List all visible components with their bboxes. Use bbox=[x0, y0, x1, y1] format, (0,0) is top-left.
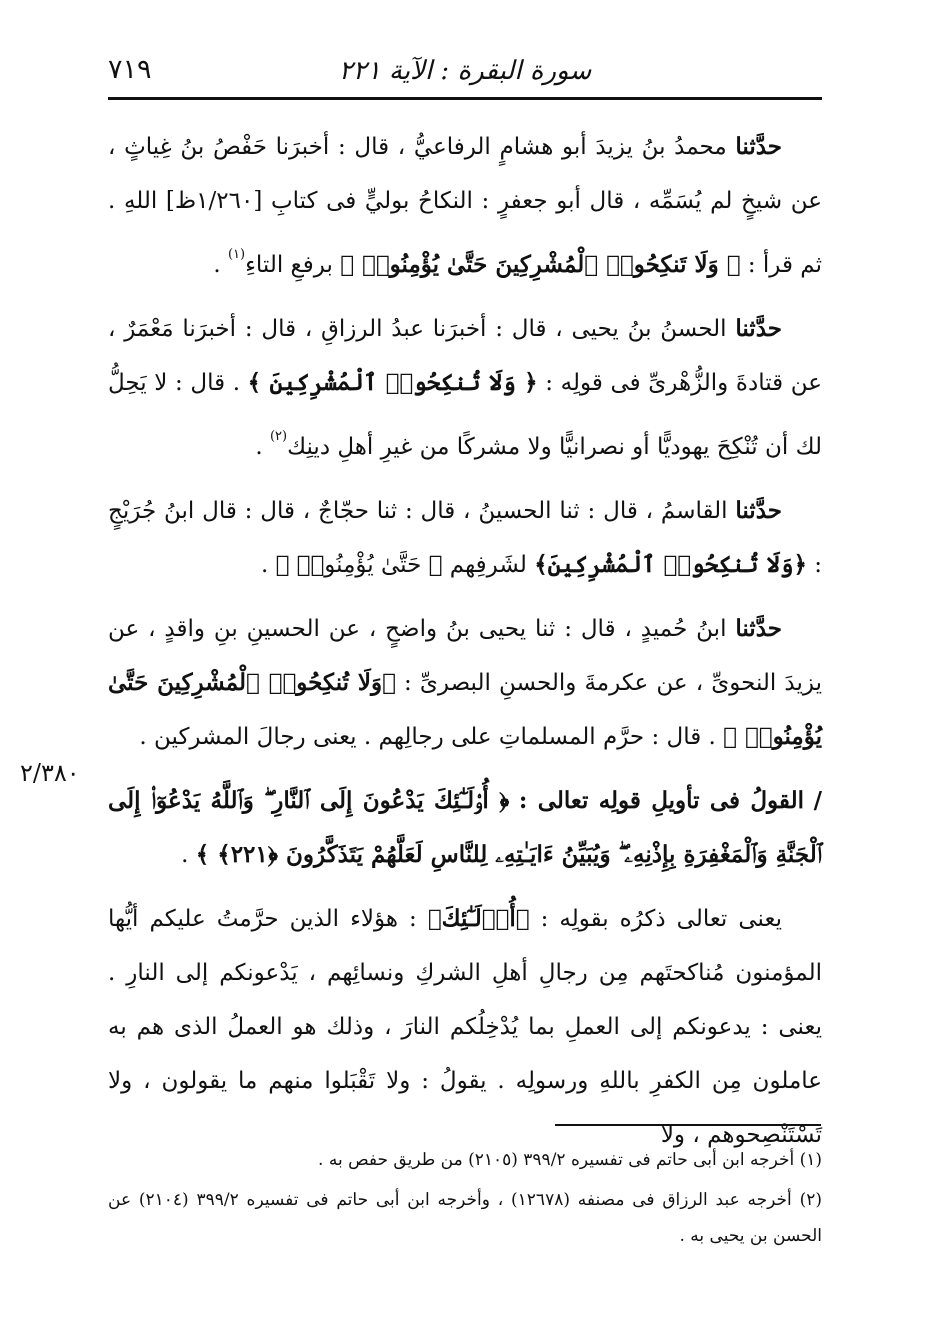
quran-verse: ﴿ أُو۟لَـٰٓئِكَ يَدْعُونَ إِلَى ٱلنَّارِ ۖ وَٱللَّهُ يَدْعُوٓا۟ إِلَى ٱلْجَنَّةِ وَٱلْمَغْفِرَةِ بِإِذْنِهِۦ ۖ وَيُبَيِّنُ ءَايَـٰتِهِۦ لِلنَّاسِ لَعَلَّهُمْ يَتَذَكَّرُونَ ﴿٢٢١﴾ ﴾ bbox=[108, 787, 822, 868]
quran-quote: ﴿أُو۟لَـٰٓئِكَ﴾ bbox=[427, 905, 530, 932]
quran-quote: ﴿ وَلَا تَنكِحُوا۟ ٱلْمُشْرِكِينَ حَتَّىٰ يُؤْمِنُوا۟ ﴾ bbox=[340, 251, 741, 278]
hadith-paragraph bbox=[108, 484, 822, 592]
verse-heading bbox=[108, 774, 822, 882]
running-title: سورة البقرة : الآية ٢٢١ bbox=[338, 56, 592, 86]
heading-label: القولُ فى تأويلِ قولِه تعالى : bbox=[518, 787, 804, 814]
footnote-marker: (١) bbox=[227, 247, 246, 262]
paragraph-tail: . قال : حرَّم المسلماتِ على رجالِهم . يعنى رجالَ المشركين bbox=[154, 724, 716, 750]
commentary-intro: يعنى تعالى ذكرُه بقولِه : bbox=[540, 906, 782, 932]
narration-lead: حدَّثنا bbox=[735, 133, 783, 160]
heading-mark: / bbox=[813, 787, 822, 814]
footnote: (١) أخرجه ابن أبى حاتم فى تفسيره ٣٩٩/٢ (٢١٠٥) من طريق حفص به . bbox=[318, 1150, 822, 1170]
hadith-paragraph bbox=[108, 120, 822, 292]
footnote-rule bbox=[555, 1124, 821, 1126]
paragraph-end: . bbox=[260, 552, 276, 578]
quran-quote: ﴿وَلَا تُنكِحُوا۟ ٱلْمُشْرِكِينَ حَتَّىٰ يُؤْمِنُوا۟ ﴾ bbox=[108, 669, 822, 750]
narration-lead: حدَّثنا bbox=[735, 315, 782, 342]
margin-reference: ٢/٣٨٠ bbox=[20, 759, 80, 787]
commentary-body: : هؤلاء الذين حرَّمتُ عليكم أيُّها المؤمنون مُناكحتَهم مِن رجالِ أهلِ الشركِ ونسائِهم ، يَدْعونكم إلى النارِ . يعنى : يدعونكم إلى العملِ بما يُدْخِلُكم النارَ ، وذلك هو العملُ الذى هم به عاملون مِن الكفرِ باللهِ ورسولِه . يقولُ : ولا تَقْبَلوا منهم ما يقولون ، ولا تَسْتَنْصِحوهم ، ولا bbox=[108, 906, 822, 1148]
paragraph-text: محمدُ بنُ يزيدَ أبو هشامٍ الرفاعيُّ ، قال : أخبرَنا حَفْصُ بنُ غِياثٍ ، عن شيخٍ لم يُسَمِّه ، قال أبو جعفرٍ : النكاحُ بوليٍّ فى كتابِ [١/٢٦٠ظ] اللهِ . ثم قرأ : bbox=[108, 134, 822, 278]
hadith-paragraph bbox=[108, 602, 822, 764]
hadith-paragraph bbox=[108, 302, 822, 474]
narration-lead: حدَّثنا bbox=[735, 497, 782, 524]
paragraph-end: . bbox=[213, 252, 228, 278]
page-number: ٧١٩ bbox=[108, 54, 152, 85]
quran-quote: ﴿وَلَا تُنكِحُوا۟ ٱلْمُشْرِكِينَ﴾ bbox=[534, 551, 807, 578]
header-rule bbox=[108, 97, 822, 100]
paragraph-text: ابنُ حُميدٍ ، قال : ثنا يحيى بنُ واضحٍ ، عن الحسينِ بنِ واقدٍ ، عن يزيدَ النحوىِّ ، عن عكرمةَ والحسنِ البصرىِّ : bbox=[108, 616, 823, 696]
paragraph-text: القاسمُ ، قال : ثنا الحسينُ ، قال : ثنا حجّاجٌ ، قال : قال ابنُ جُرَيْجٍ : bbox=[108, 498, 822, 578]
footnote-marker: (٢) bbox=[269, 429, 288, 444]
narration-lead: حدَّثنا bbox=[735, 615, 782, 642]
paragraph-tail: برفعِ التاءِ bbox=[245, 252, 333, 278]
heading-end: . bbox=[181, 842, 196, 868]
paragraph-end: . bbox=[255, 434, 270, 460]
page-header bbox=[108, 50, 822, 94]
paragraph-end: . bbox=[139, 724, 154, 750]
paragraph-tail: . قال : لا يَحِلُّ لك أن تُنْكِحَ يهوديًّا أو نصرانيًّا ولا مشركًا من غيرِ أهلِ دينِك bbox=[108, 370, 822, 460]
main-text bbox=[108, 120, 822, 1172]
commentary-paragraph bbox=[108, 892, 822, 1162]
footnotes bbox=[108, 1142, 822, 1258]
paragraph-text: الحسنُ بنُ يحيى ، قال : أخبرَنا عبدُ الرزاقِ ، قال : أخبرَنا مَعْمَرٌ ، عن قتادةَ والزُّهْرىِّ فى قولِه : bbox=[108, 316, 822, 396]
quran-quote: ﴿ وَلَا تُنكِحُوا۟ ٱلْمُشْرِكِينَ ﴾ bbox=[247, 369, 538, 396]
paragraph-tail: لشَرفِهم ﴿ حَتَّىٰ يُؤْمِنُوا۟ ﴾ bbox=[275, 552, 527, 578]
footnote: (٢) أخرجه عبد الرزاق فى مصنفه (١٢٦٧٨) ، وأخرجه ابن أبى حاتم فى تفسيره ٣٩٩/٢ (٢١٠٤) عن الحسن بن يحيى به . bbox=[108, 1190, 822, 1246]
